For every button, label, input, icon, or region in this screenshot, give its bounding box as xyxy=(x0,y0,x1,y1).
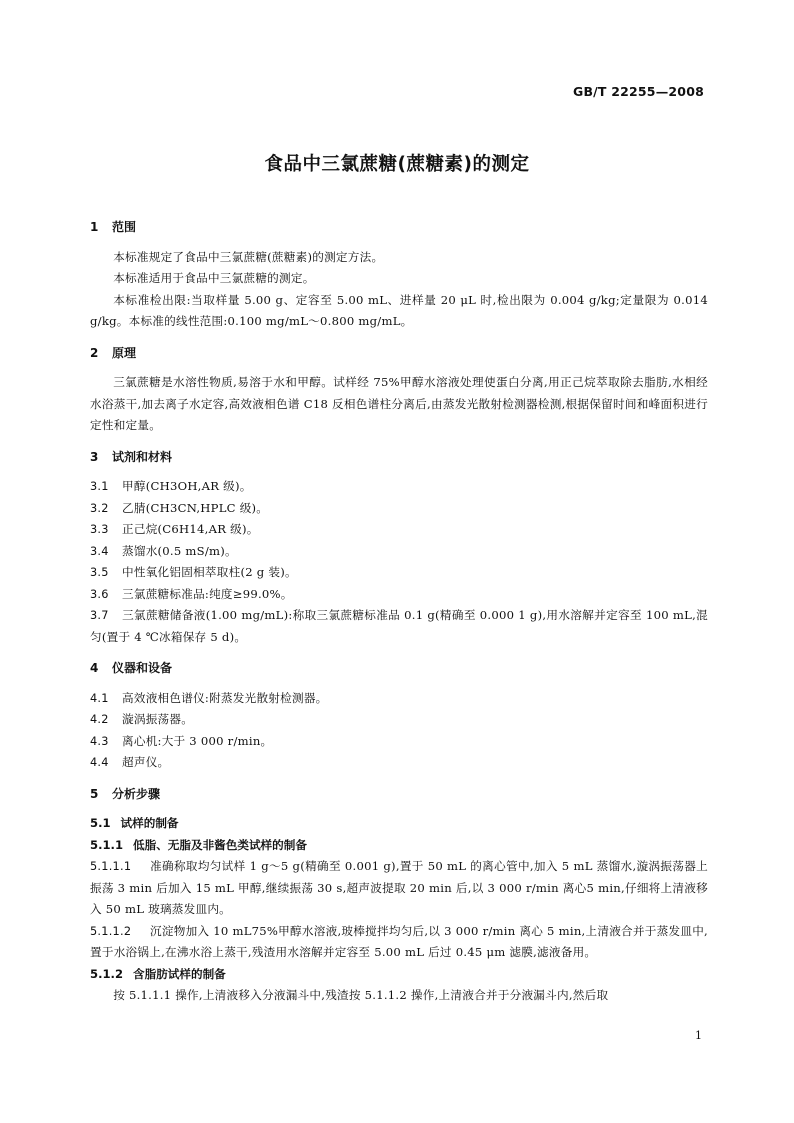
subsection-5-1-2-heading: 5.1.2 含脂肪试样的制备 xyxy=(90,966,226,981)
list-item: 3.2 乙腈(CH3CN,HPLC 级)。 xyxy=(90,500,269,515)
standard-code: GB/T 22255—2008 xyxy=(572,84,704,99)
section-1-paragraph: 本标准检出限:当取样量 5.00 g、定容至 5.00 mL、进样量 20 μL 时,检出限为 0.004 g/kg;定量限为 0.014 g/kg。本标准的线性范围:0.100 mg/mL～0.800 mg/mL。 xyxy=(90,292,708,328)
document-body xyxy=(90,217,708,1007)
clause-5-1-2-paragraph: 按 5.1.1.1 操作,上清液移入分液漏斗中,残渣按 5.1.1.2 操作,上清液合并于分液漏斗内,然后取 xyxy=(113,988,609,1002)
list-item: 4.1 高效液相色谱仪:附蒸发光散射检测器。 xyxy=(90,690,328,705)
subsection-5-1-heading: 5.1 试样的制备 xyxy=(90,816,179,830)
section-2-paragraph: 三氯蔗糖是水溶性物质,易溶于水和甲醇。试样经 75%甲醇水溶液处理使蛋白分离,用正己烷萃取除去脂肪,水相经水浴蒸干,加去离子水定容,高效液相色谱 C18 反相色谱柱分离后,由蒸发光散射检测器检测,根据保留时间和峰面积进行定性和定量。 xyxy=(90,375,708,432)
section-5-heading: 5 分析步骤 xyxy=(90,786,161,801)
section-1-paragraph: 本标准规定了食品中三氯蔗糖(蔗糖素)的测定方法。 xyxy=(113,249,384,264)
list-item: 4.4 超声仪。 xyxy=(90,755,170,769)
section-4-heading: 4 仪器和设备 xyxy=(90,661,173,675)
subsection-5-1-1-heading: 5.1.1 低脂、无脂及非酱色类试样的制备 xyxy=(90,837,307,852)
list-item: 3.4 蒸馏水(0.5 mS/m)。 xyxy=(90,543,237,558)
section-2-heading: 2 原理 xyxy=(90,345,137,360)
page-number: 1 xyxy=(695,1029,702,1042)
list-item: 3.3 正己烷(C6H14,AR 级)。 xyxy=(90,522,259,536)
list-item: 3.1 甲醇(CH3OH,AR 级)。 xyxy=(90,479,252,493)
section-3-heading: 3 试剂和材料 xyxy=(90,449,173,464)
list-item: 4.3 离心机:大于 3 000 r/min。 xyxy=(90,733,273,748)
section-1-heading: 1 范围 xyxy=(90,220,137,234)
clause-5-1-1-1: 5.1.1.1 准确称取均匀试样 1 g～5 g(精确至 0.001 g),置于 50 mL 的离心管中,加入 5 mL 蒸馏水,漩涡振荡器上振荡 3 min 后加入 15 mL 甲醇,继续振荡 30 s,超声波提取 20 min 后,以 3 000 r/min 离心5 min,仔细将上清液移入 50 mL 玻璃蒸发皿内。 xyxy=(90,859,708,916)
clause-5-1-1-2: 5.1.1.2 沉淀物加入 10 mL75%甲醇水溶液,玻棒搅拌均匀后,以 3 000 r/min 离心 5 min,上清液合并于蒸发皿中,置于水浴锅上,在沸水浴上蒸干,残渣用水溶解并定容至 5.00 mL 后过 0.45 μm 滤膜,滤液备用。 xyxy=(90,923,708,959)
list-item: 3.5 中性氧化铝固相萃取柱(2 g 装)。 xyxy=(90,565,297,579)
list-item: 4.2 漩涡振荡器。 xyxy=(90,712,194,726)
section-1-paragraph: 本标准适用于食品中三氯蔗糖的测定。 xyxy=(113,271,315,285)
list-item: 3.7 三氯蔗糖储备液(1.00 mg/mL):称取三氯蔗糖标准品 0.1 g(精确至 0.000 1 g),用水溶解并定容至 100 mL,混匀(置于 4 ℃冰箱保存 5 d)。 xyxy=(90,608,708,644)
list-item: 3.6 三氯蔗糖标准品:纯度≥99.0%。 xyxy=(90,586,293,601)
document-title: 食品中三氯蔗糖(蔗糖素)的测定 xyxy=(264,154,530,175)
